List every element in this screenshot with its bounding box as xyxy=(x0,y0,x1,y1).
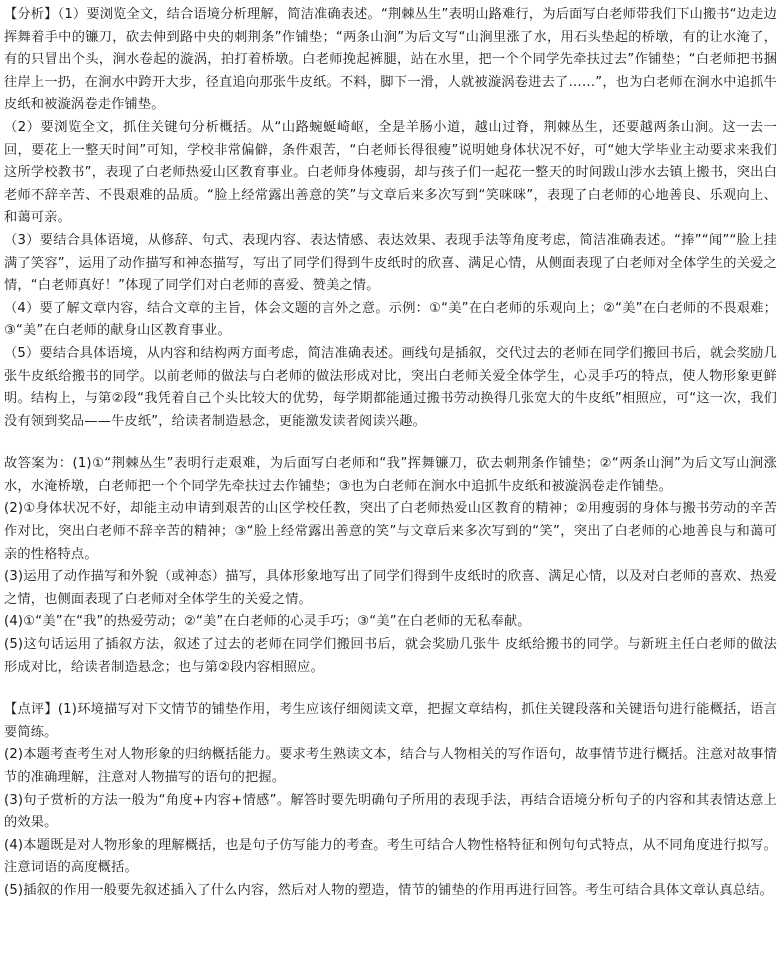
section-gap xyxy=(4,433,777,453)
comment-paragraph-1: 【点评】(1)环境描写对下文情节的铺垫作用，考生应该仔细阅读文章，把握文章结构，抓住关键段落和关键语句进行能概括，语言要简练。 xyxy=(4,702,777,740)
section-gap xyxy=(4,679,777,699)
analysis-paragraph-5: （5）要结合具体语境，从内容和结构两方面考虑，简洁准确表述。画线句是插叙，交代过去的老师在同学们搬回书后，就会奖励几张牛皮纸给搬书的同学。以前老师的做法与白老师的做法形成对比，突出白老师关爱全体学生，心灵手巧的特点，使人物形象更鲜明。结构上，与第②段“我凭着自己个头比较大的优势，每学期都能通过搬书劳动换得几张宽大的牛皮纸”相照应，可“这一次，我们没有领到奖品——牛皮纸”，给读者制造悬念，更能激发读者阅读兴趣。 xyxy=(4,345,777,429)
comment-paragraph-5: (5)插叙的作用一般要先叙述插入了什么内容，然后对人物的塑造，情节的铺垫的作用再进行回答。考生可结合具体文章认真总结。 xyxy=(4,882,773,898)
analysis-paragraph-2: （2）要浏览全文，抓住关键句分析概括。从“山路蜿蜒崎岖，全是羊肠小道，越山过脊，荆棘丛生，还要越两条山涧。这一去一回，要花上一整天时间”可知，学校非常偏僻，条件艰苦，“白老师长得很瘦”说明她身体状况不好，可“她大学毕业主动要求来我们这所学校教书”，表现了白老师热爱山区教育事业。白老师身体瘦弱，却与孩子们一起花一整天的时间跋山涉水去镇上搬书，突出白老师不辞辛苦、不畏艰难的品质。“脸上经常露出善意的笑”与文章后来多次写到“笑咪咪”，表现了白老师的心地善良、乐观向上、和蔼可亲。 xyxy=(4,119,777,226)
answer-paragraph-4: (4)①“美”在“我”的热爱劳动；②“美”在白老师的心灵手巧；③“美”在白老师的无私奉献。 xyxy=(4,614,531,630)
analysis-paragraph-3: （3）要结合具体语境，从修辞、句式、表现内容、表达情感、表达效果、表现手法等角度考虑，简洁准确表述。“捧”“闻”“脸上挂满了笑容”，运用了动作描写和神态描写，写出了同学们得到牛皮纸时的欣喜、满足心情，从侧面表现了白老师对全体学生的关爱之情，“白老师真好！”体现了同学们对白老师的喜爱、赞美之情。 xyxy=(4,232,777,294)
answer-paragraph-2: (2)①身体状况不好，却能主动申请到艰苦的山区学校任教，突出了白老师热爱山区教育的精神；②用瘦弱的身体与搬书劳动的辛苦作对比，突出白老师不辞辛苦的精神；③“脸上经常露出善意的笑”与文章后来多次写到的“笑”，突出了白老师的心地善良与和蔼可亲的性格特点。 xyxy=(4,501,777,562)
answer-paragraph-5: (5)这句话运用了插叙方法，叙述了过去的老师在同学们搬回书后，就会奖励几张牛 皮纸给搬书的同学。与新班主任白老师的做法形成对比，给读者制造悬念；也与第②段内容相照应。 xyxy=(4,637,777,675)
analysis-paragraph-4: （4）要了解文章内容，结合文章的主旨，体会文题的言外之意。示例：①“美”在白老师的乐观向上；②“美”在白老师的不畏艰难；③“美”在白老师的献身山区教育事业。 xyxy=(4,300,777,339)
analysis-section xyxy=(4,4,777,433)
answer-paragraph-3: (3)运用了动作描写和外貌（或神态）描写，具体形象地写出了同学们得到牛皮纸时的欣喜、满足心情，以及对白老师的喜欢、热爱之情，也侧面表现了白老师对全体学生的关爱之情。 xyxy=(4,569,777,607)
comment-paragraph-4: (4)本题既是对人物形象的理解概括，也是句子仿写能力的考查。考生可结合人物性格特征和例句句式特点，从不同角度进行拟写。注意词语的高度概括。 xyxy=(4,837,777,876)
comment-paragraph-3: (3)句子赏析的方法一般为“角度+内容+情感”。解答时要先明确句子所用的表现手法，再结合语境分析句子的内容和其表情达意上的效果。 xyxy=(4,792,777,831)
answer-section xyxy=(4,453,777,679)
comment-section xyxy=(4,699,777,902)
analysis-paragraph-1: 【分析】（1）要浏览全文，结合语境分析理解，简洁准确表述。“荆棘丛生”表明山路难行，为后面写白老师带我们下山搬书“边走边挥舞着手中的镰刀，砍去伸到路中央的刺荆条”作铺垫；“两条山涧”为后文写“山涧里涨了水，用石头垫起的桥墩，有的让水淹了，有的只冒出个头，涧水卷起的漩涡，拍打着桥墩。白老师挽起裤腿，站在水里，把一个个同学先牵扶过去”作铺垫；“白老师把书捆往岸上一扔，在涧水中跨开大步，径直追向那张牛皮纸。不料，脚下一滑，人就被漩涡卷进去了……”，也为白老师在涧水中追抓牛皮纸和被漩涡卷走作铺垫。 xyxy=(4,7,777,113)
comment-paragraph-2: (2)本题考查考生对人物形象的归纳概括能力。要求考生熟读文本，结合与人物相关的写作语句，故事情节进行概括。注意对故事情节的准确理解，注意对人物描写的语句的把握。 xyxy=(4,747,777,785)
answer-paragraph-1: 故答案为：(1)①“荆棘丛生”表明行走艰难，为后面写白老师和“我”挥舞镰刀，砍去刺荆条作铺垫；②“两条山涧”为后文写山涧涨水，水淹桥墩，白老师把一个个同学先牵扶过去作铺垫；③也为白老师在涧水中追抓牛皮纸和被漩涡卷走作铺垫。 xyxy=(4,456,777,494)
